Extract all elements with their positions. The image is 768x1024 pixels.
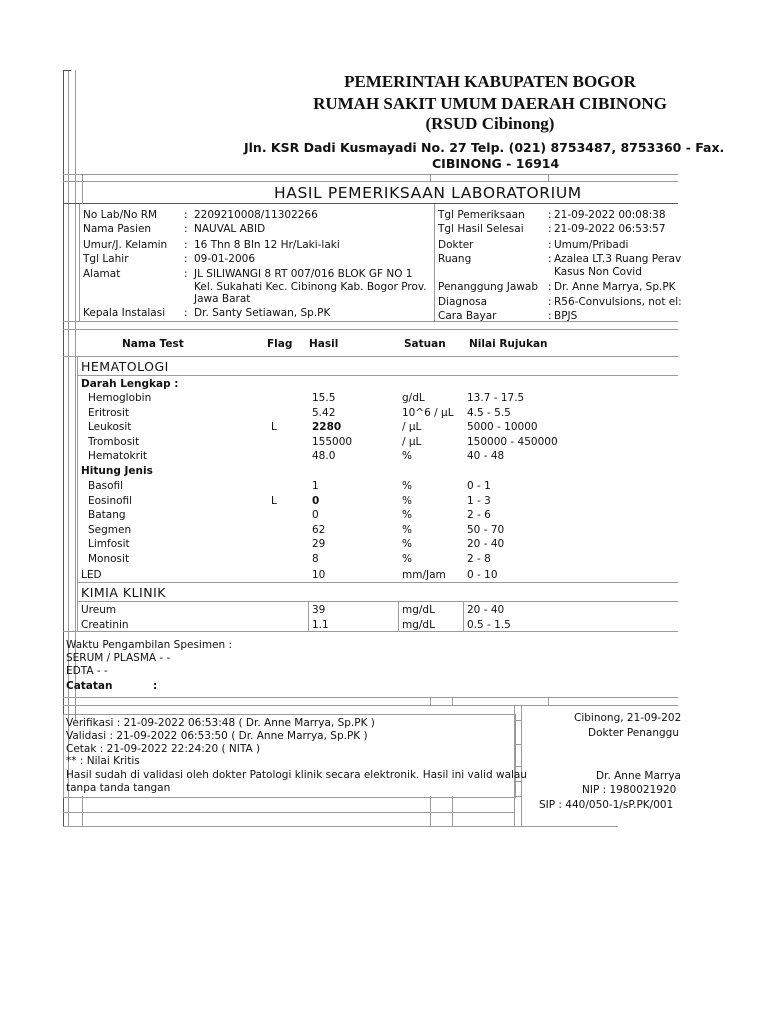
test-result: 5.42 (312, 406, 336, 419)
info-colon: : (184, 223, 188, 235)
cetak-line: Cetak : 21-09-2022 22:24:20 ( NITA ) (66, 743, 261, 755)
rule (63, 826, 618, 827)
test-unit: % (402, 509, 412, 522)
test-reference: 2 - 8 (467, 553, 491, 565)
frame-line (63, 70, 64, 826)
test-unit: % (402, 450, 412, 463)
signature-place-date: Cibinong, 21-09-202 (574, 712, 682, 724)
info-label: Tgl Pemeriksaan (438, 209, 525, 221)
test-unit: % (402, 494, 412, 507)
birthdate-value: 09-01-2006 (194, 253, 256, 265)
info-label: Penanggung Jawab (438, 281, 539, 293)
test-reference: 0 - 1 (467, 480, 491, 492)
rule (63, 203, 678, 204)
test-name: Segmen (88, 523, 132, 536)
rule (63, 321, 678, 322)
specimen-title: Waktu Pengambilan Spesimen : (66, 639, 233, 651)
test-reference: 50 - 70 (467, 523, 505, 536)
info-colon: : (184, 239, 188, 251)
test-unit: % (402, 538, 412, 551)
notes-label: Catatan (66, 680, 113, 692)
test-reference: 4.5 - 5.5 (467, 406, 511, 419)
test-result: 0 (312, 494, 320, 507)
info-colon: : (184, 268, 188, 280)
room-value-line2: Kasus Non Covid (554, 266, 642, 278)
col-flag: Flag (267, 338, 293, 350)
room-value: Azalea LT.3 Ruang Perav (554, 253, 682, 265)
test-reference: 40 - 48 (467, 450, 505, 463)
payment-value: BPJS (554, 310, 578, 322)
led-hasil: 10 (312, 569, 326, 581)
led-name: LED (81, 569, 102, 581)
test-flag: L (271, 421, 277, 434)
test-flag: L (271, 494, 277, 507)
col-hasil: Hasil (309, 338, 339, 350)
test-result: 62 (312, 523, 326, 536)
test-unit: 10^6 / µL (402, 406, 454, 419)
test-reference: 13.7 - 17.5 (467, 392, 525, 404)
col-satuan: Satuan (404, 338, 446, 350)
rule (308, 601, 309, 631)
col-test: Nama Test (122, 338, 184, 350)
info-label: Ruang (438, 253, 472, 265)
test-unit: % (402, 553, 412, 565)
rule (398, 601, 399, 631)
report-title: HASIL PEMERIKSAAN LABORATORIUM (274, 184, 582, 202)
notes-colon: : (153, 680, 158, 692)
rule (77, 375, 678, 376)
led-rujukan: 0 - 10 (467, 569, 498, 581)
rule (463, 601, 464, 631)
info-label: Tgl Lahir (83, 253, 129, 265)
test-unit: g/dL (402, 392, 425, 404)
address-value-line2: Kel. Sukahati Kec. Cibinong Kab. Bogor Prov. (194, 281, 427, 293)
info-colon: : (548, 281, 552, 293)
info-colon: : (184, 253, 188, 265)
test-unit: % (402, 523, 412, 536)
test-name: Limfosit (88, 538, 130, 551)
address-value: JL SILIWANGI 8 RT 007/016 BLOK GF NO 1 (194, 268, 413, 280)
info-label: Alamat (83, 268, 121, 280)
rule (452, 796, 453, 826)
section-hematologi: HEMATOLOGI (81, 359, 169, 374)
test-result: 39 (312, 604, 326, 616)
frame-line (68, 70, 69, 826)
rule (514, 744, 522, 745)
info-label: Diagnosa (438, 296, 488, 308)
test-reference: 1 - 3 (467, 494, 491, 507)
test-name: Creatinin (81, 618, 129, 631)
info-label: No Lab/No RM (83, 209, 158, 221)
test-name: Trombosit (88, 435, 140, 448)
subsection-hitung: Hitung Jenis (81, 465, 153, 477)
validation-note-2: tanpa tanda tangan (66, 782, 171, 794)
rule (79, 204, 80, 322)
no-lab-value: 2209210008/11302266 (194, 209, 318, 221)
gov-title: PEMERINTAH KABUPATEN BOGOR (344, 72, 636, 91)
test-reference: 20 - 40 (467, 604, 505, 616)
rule (63, 356, 678, 357)
rule (77, 356, 78, 631)
critical-note: ** : Nilai Kritis (66, 755, 140, 767)
info-label: Cara Bayar (438, 310, 497, 322)
rule (63, 631, 678, 632)
rule (548, 174, 549, 182)
info-label: Umur/J. Kelamin (83, 239, 168, 251)
test-result: 8 (312, 553, 319, 565)
responsible-value: Dr. Anne Marrya, Sp.PK (554, 281, 676, 293)
info-label: Dokter (438, 239, 474, 251)
section-kimia: KIMIA KLINIK (81, 585, 166, 600)
rule (548, 697, 549, 705)
rule (63, 174, 678, 175)
head-value: Dr. Santy Setiawan, Sp.PK (194, 307, 331, 319)
rule (77, 601, 678, 602)
rule (430, 174, 431, 182)
info-colon: : (548, 239, 552, 251)
test-name: Hematokrit (88, 450, 147, 463)
info-colon: : (548, 296, 552, 308)
specimen-edta: EDTA - - (66, 665, 108, 677)
validation-note: Hasil sudah di validasi oleh dokter Patologi klinik secara elektronik. Hasil ini valid walau (66, 769, 528, 781)
verifikasi-line: Verifikasi : 21-09-2022 06:53:48 ( Dr. Anne Marrya, Sp.PK ) (66, 717, 375, 729)
info-colon: : (548, 310, 552, 322)
test-name: Monosit (88, 553, 130, 565)
signature-role: Dokter Penanggu (588, 727, 679, 739)
diagnosis-value: R56-Convulsions, not el: (554, 296, 682, 308)
test-result: 2280 (312, 421, 342, 434)
rule (63, 181, 678, 182)
rule (430, 697, 431, 705)
test-name: Batang (88, 509, 126, 522)
rule (63, 705, 678, 706)
rule (63, 697, 678, 698)
rule (514, 781, 522, 782)
signature-nip: NIP : 1980021920 (582, 784, 677, 796)
test-unit: / µL (402, 421, 422, 434)
test-unit: % (402, 480, 412, 492)
test-name: Ureum (81, 604, 117, 616)
rule (514, 766, 522, 767)
test-result: 155000 (312, 435, 353, 448)
test-name: Basofil (88, 480, 124, 492)
info-colon: : (548, 209, 552, 221)
subsection-darah: Darah Lengkap : (81, 378, 179, 390)
rule (452, 697, 453, 705)
validasi-line: Validasi : 21-09-2022 06:53:50 ( Dr. Anne Marrya, Sp.PK ) (66, 730, 368, 742)
rule (514, 720, 522, 721)
test-name: Hemoglobin (88, 392, 152, 404)
led-satuan: mm/Jam (402, 569, 446, 581)
info-label: Kepala Instalasi (83, 307, 166, 319)
test-result: 0 (312, 509, 319, 522)
rule (434, 204, 435, 322)
signature-sip: SIP : 440/050-1/sP.PK/001 (539, 799, 674, 811)
info-colon: : (548, 223, 552, 235)
test-result: 1.1 (312, 618, 329, 631)
rule (430, 796, 431, 826)
test-name: Eritrosit (88, 406, 130, 419)
test-result: 1 (312, 480, 319, 492)
specimen-serum: SERUM / PLASMA - - (66, 652, 171, 664)
rule (514, 796, 522, 797)
test-result: 29 (312, 538, 326, 551)
frame-line (75, 70, 76, 720)
address-value-line3: Jawa Barat (194, 293, 251, 305)
info-colon: : (184, 209, 188, 221)
col-rujukan: Nilai Rujukan (469, 338, 548, 350)
test-reference: 5000 - 10000 (467, 421, 538, 434)
rule (63, 812, 514, 813)
hospital-title: RUMAH SAKIT UMUM DAERAH CIBINONG (313, 94, 667, 113)
rule (63, 329, 678, 330)
test-reference: 20 - 40 (467, 538, 505, 551)
test-unit: / µL (402, 435, 422, 448)
rule (82, 174, 83, 204)
signature-name: Dr. Anne Marrya (596, 770, 681, 782)
test-name: Eosinofil (88, 494, 133, 507)
rule (77, 582, 678, 583)
test-unit: mg/dL (402, 618, 435, 631)
hospital-address: Jln. KSR Dadi Kusmayadi No. 27 Telp. (021) 8753487, 8753360 - Fax. (244, 140, 725, 155)
info-label: Nama Pasien (83, 223, 152, 235)
patient-name-value: NAUVAL ABID (194, 223, 266, 235)
test-result: 48.0 (312, 450, 336, 463)
info-label: Tgl Hasil Selesai (438, 223, 524, 235)
hospital-short: (RSUD Cibinong) (425, 114, 555, 133)
result-date-value: 21-09-2022 06:53:57 (554, 223, 666, 235)
info-colon: : (184, 307, 188, 319)
hospital-city: CIBINONG - 16914 (432, 156, 560, 171)
age-sex-value: 16 Thn 8 Bln 12 Hr/Laki-laki (194, 239, 340, 251)
frame-line (63, 70, 71, 71)
info-colon: : (548, 253, 552, 265)
test-name: Leukosit (88, 421, 132, 434)
rule (82, 796, 83, 826)
doctor-value: Umum/Pribadi (554, 239, 629, 251)
test-reference: 2 - 6 (467, 509, 491, 522)
test-reference: 0.5 - 1.5 (467, 618, 511, 631)
test-result: 15.5 (312, 392, 336, 404)
exam-date-value: 21-09-2022 00:08:38 (554, 209, 666, 221)
test-reference: 150000 - 450000 (467, 435, 558, 448)
test-unit: mg/dL (402, 604, 435, 616)
